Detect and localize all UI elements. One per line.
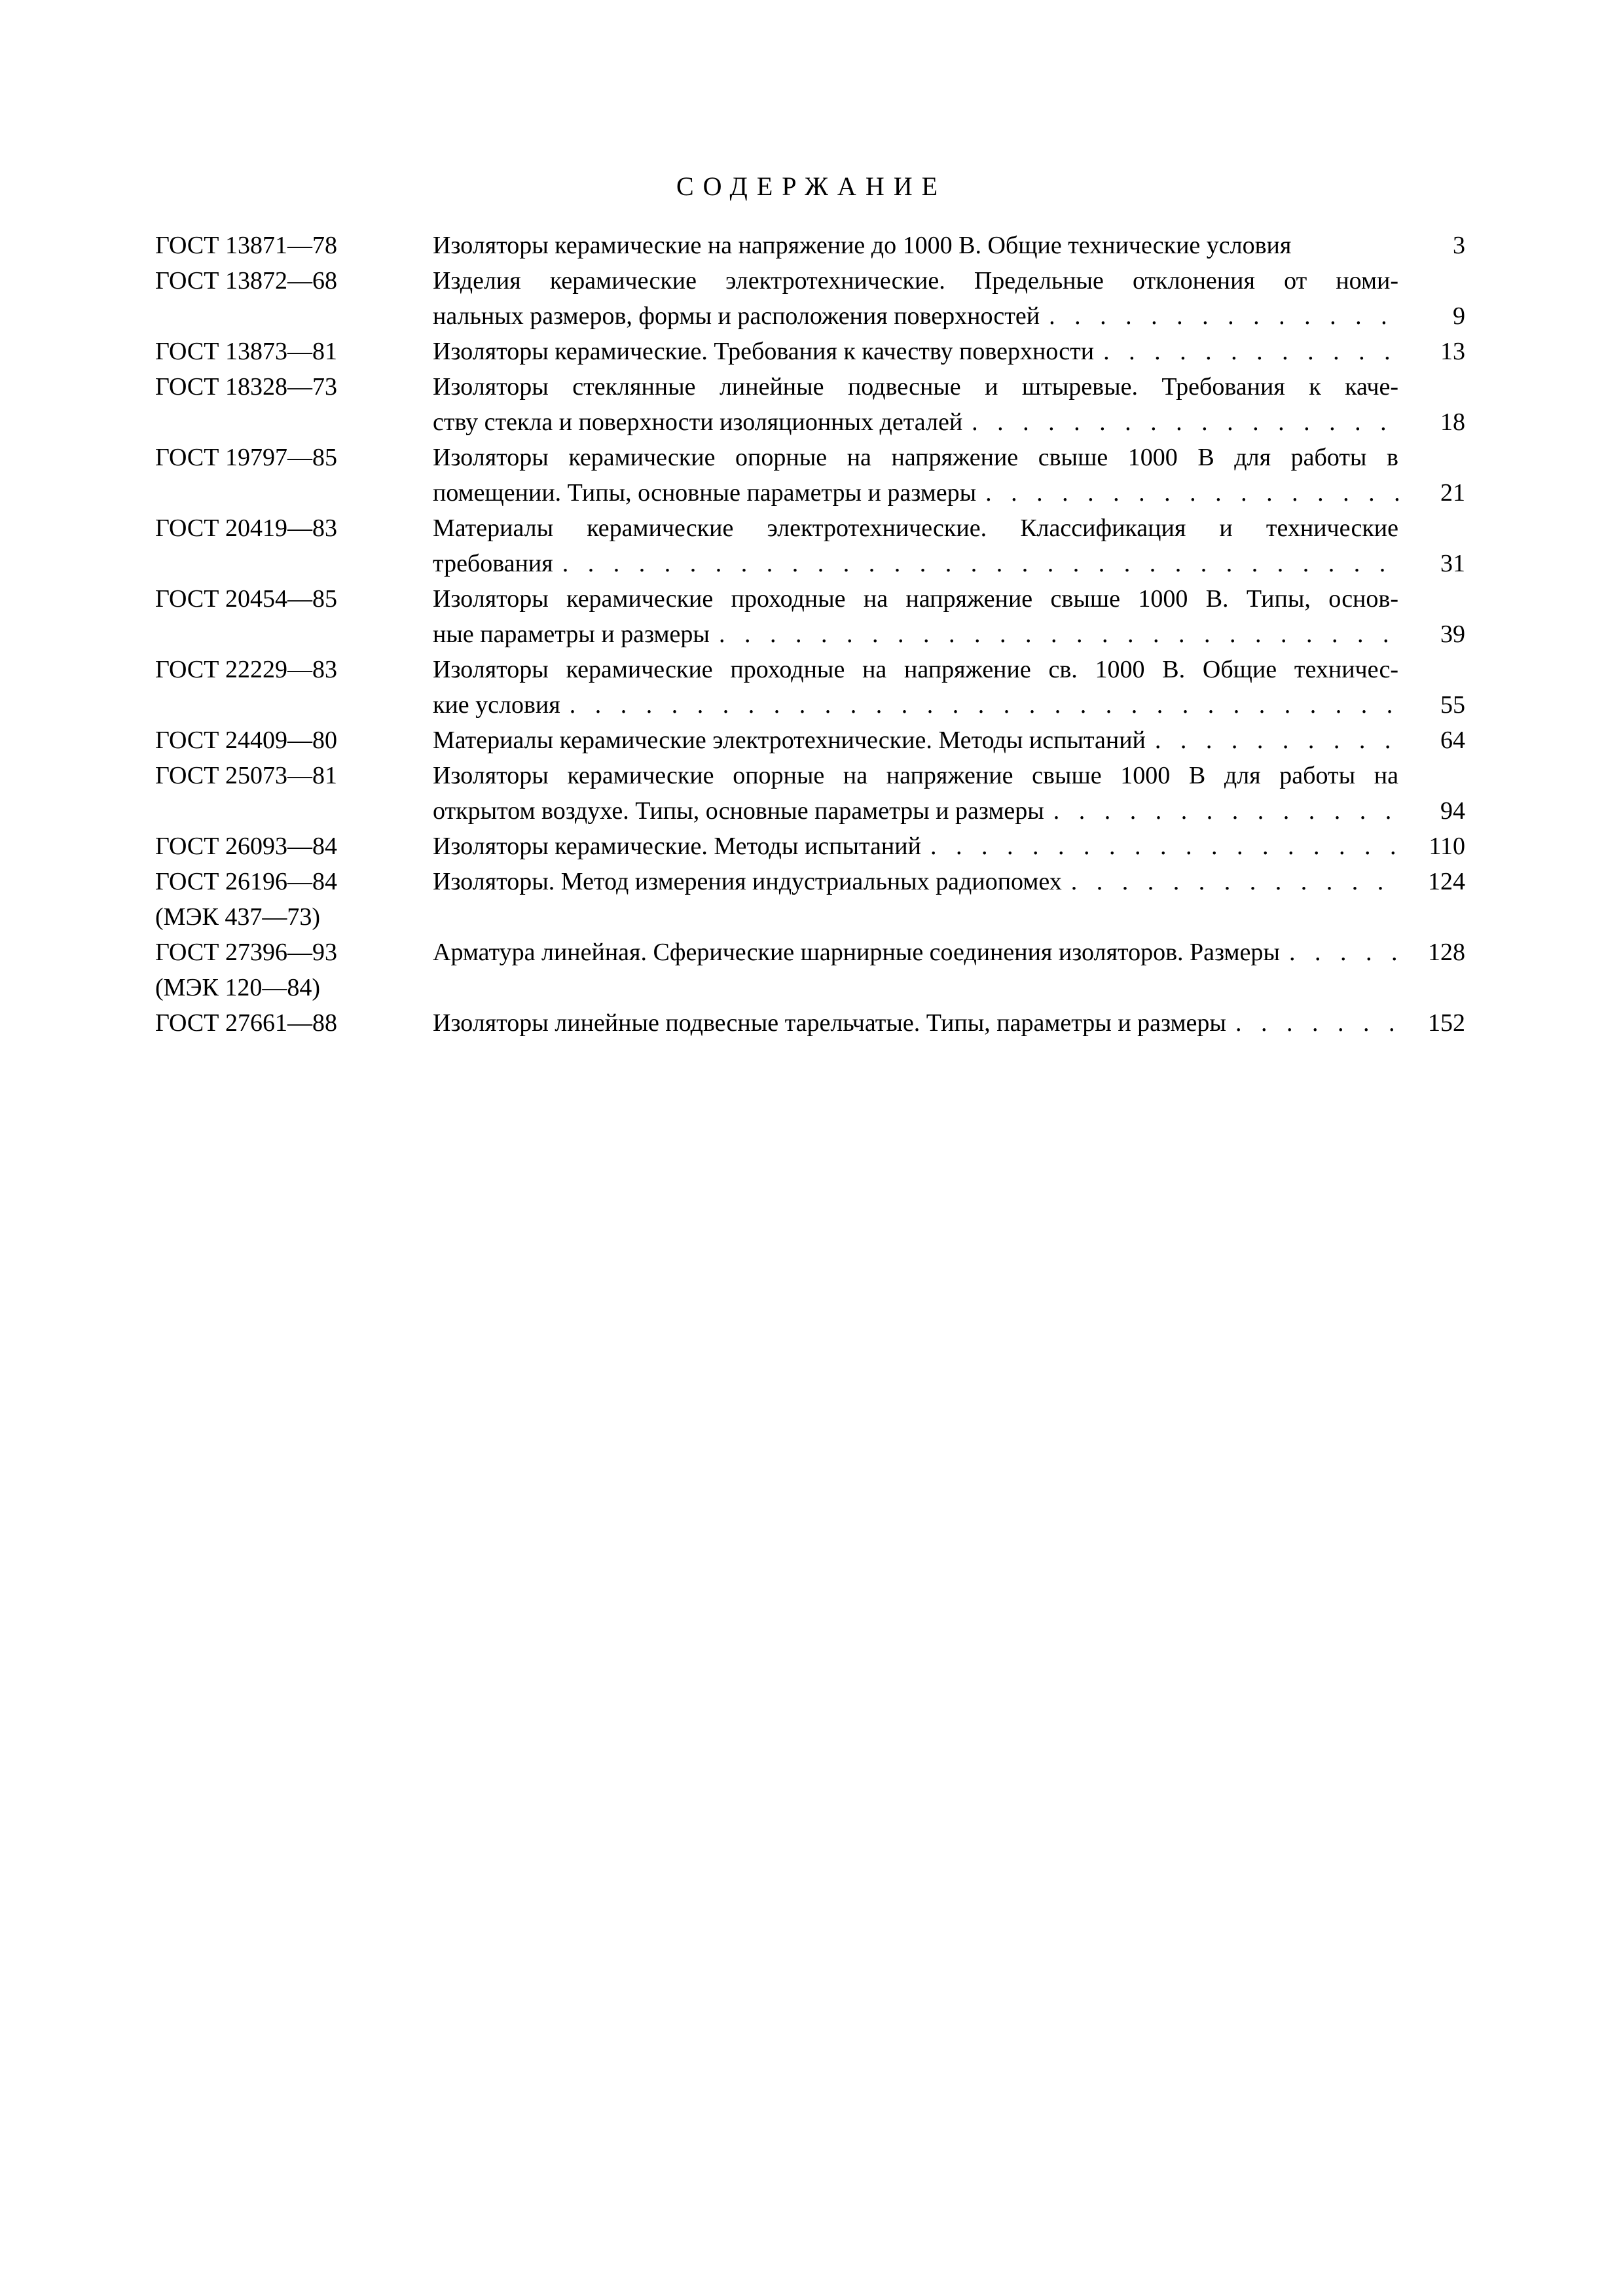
dot-leader [1094, 334, 1398, 369]
page-number: 9 [1453, 302, 1465, 330]
toc-entry-title [433, 758, 1398, 829]
toc-entry-code [155, 935, 417, 1005]
standard-number: ГОСТ 20454—85 [155, 585, 337, 613]
standard-number: ГОСТ 13872—68 [155, 267, 337, 295]
toc-title-text: помещении. Типы, основные параметры и размеры [433, 479, 977, 507]
dot-leader [962, 404, 1398, 440]
toc-list [0, 228, 1623, 1041]
toc-entry [0, 723, 1623, 758]
toc-title-line [433, 334, 1398, 369]
page-number: 18 [1440, 408, 1465, 436]
toc-entry [0, 829, 1623, 864]
toc-entry-title [433, 581, 1398, 652]
toc-title-line [433, 864, 1398, 899]
dot-leader [1040, 298, 1398, 334]
toc-title-line [433, 228, 1398, 263]
toc-entry-code [155, 334, 417, 369]
toc-title-line [433, 687, 1398, 723]
toc-title-line [433, 263, 1398, 298]
toc-title-line [433, 758, 1398, 793]
toc-entry-title [433, 369, 1398, 440]
standard-number: ГОСТ 13873—81 [155, 338, 337, 365]
page-number: 110 [1429, 833, 1465, 860]
toc-entry-code [155, 440, 417, 475]
toc-entry-title [433, 864, 1398, 899]
toc-entry [0, 935, 1623, 1005]
toc-entry-code [155, 829, 417, 864]
toc-entry-code [155, 723, 417, 758]
toc-entry-code [155, 758, 417, 793]
standard-number: ГОСТ 27661—88 [155, 1009, 337, 1037]
toc-title-line [433, 369, 1398, 404]
toc-title-text: требования [433, 550, 553, 577]
toc-title-line [433, 617, 1398, 652]
toc-title-line [433, 475, 1398, 511]
dot-leader [553, 546, 1398, 581]
toc-entry-code [155, 864, 417, 935]
toc-title-line [433, 440, 1398, 475]
dot-leader [976, 475, 1398, 511]
toc-entry [0, 263, 1623, 334]
toc-entry-code [155, 369, 417, 404]
page-number: 13 [1440, 338, 1465, 365]
toc-title-text: Изоляторы керамические опорные на напряжение свыше 1000 В для работы на [433, 762, 1398, 789]
toc-title-text: Изоляторы керамические проходные на напряжение св. 1000 В. Общие техничес- [433, 656, 1398, 683]
dot-leader [1044, 793, 1398, 829]
page-number: 152 [1428, 1009, 1465, 1037]
dot-leader [560, 687, 1398, 723]
toc-title-line [433, 581, 1398, 617]
standard-number: ГОСТ 22229—83 [155, 656, 337, 683]
toc-entry-title [433, 1005, 1398, 1041]
page-number: 124 [1428, 868, 1465, 895]
toc-title-text: Арматура линейная. Сферические шарнирные соединения изоляторов. Размеры [433, 939, 1280, 966]
toc-entry [0, 511, 1623, 581]
standard-number: ГОСТ 13871—78 [155, 232, 337, 259]
toc-entry-code [155, 263, 417, 298]
toc-entry [0, 1005, 1623, 1041]
toc-entry-title [433, 829, 1398, 864]
toc-entry-code [155, 652, 417, 687]
toc-title-text: ству стекла и поверхности изоляционных деталей [433, 408, 963, 436]
standard-number: ГОСТ 25073—81 [155, 762, 337, 789]
toc-title-text: Изоляторы керамические проходные на напряжение свыше 1000 В. Типы, основ- [433, 585, 1398, 613]
toc-entry-code [155, 228, 417, 263]
toc-title-text: Изоляторы керамические опорные на напряжение свыше 1000 В для работы в [433, 444, 1398, 471]
toc-entry-title [433, 652, 1398, 723]
standard-number: (МЭК 120—84) [155, 974, 321, 1001]
standard-number: ГОСТ 20419—83 [155, 514, 337, 542]
toc-title-line [433, 1005, 1398, 1041]
page-number: 31 [1440, 550, 1465, 577]
toc-entry-title [433, 723, 1398, 758]
toc-title-text: Материалы керамические электротехнические. Методы испытаний [433, 726, 1146, 754]
toc-entry [0, 334, 1623, 369]
toc-title-line [433, 404, 1398, 440]
toc-title-text: ные параметры и размеры [433, 620, 710, 648]
toc-heading: СОДЕРЖАНИЕ [676, 171, 947, 201]
toc-title-line [433, 546, 1398, 581]
toc-entry [0, 652, 1623, 723]
standard-number: ГОСТ 27396—93 [155, 939, 337, 966]
toc-entry-title [433, 263, 1398, 334]
dot-leader [1226, 1005, 1398, 1041]
dot-leader [1280, 935, 1398, 970]
standard-number: ГОСТ 18328—73 [155, 373, 337, 401]
toc-entry-code [155, 581, 417, 617]
page-number: 3 [1453, 232, 1465, 259]
toc-title-line [433, 723, 1398, 758]
toc-title-line [433, 793, 1398, 829]
toc-entry-title [433, 440, 1398, 511]
toc-title-text: Изоляторы керамические. Требования к качеству поверхности [433, 338, 1095, 365]
page-number: 94 [1440, 797, 1465, 825]
toc-title-text: Изоляторы керамические. Методы испытаний [433, 833, 921, 860]
dot-leader [710, 617, 1398, 652]
toc-title-line [433, 511, 1398, 546]
toc-entry-code [155, 1005, 417, 1041]
toc-title-line [433, 298, 1398, 334]
dot-leader [921, 829, 1398, 864]
toc-title-text: Изоляторы стеклянные линейные подвесные и штыревые. Требования к каче- [433, 373, 1398, 401]
toc-title-text: открытом воздухе. Типы, основные параметры и размеры [433, 797, 1044, 825]
toc-title-text: нальных размеров, формы и расположения поверхностей [433, 302, 1040, 330]
standard-number: ГОСТ 26093—84 [155, 833, 337, 860]
toc-title-text: Изоляторы керамические на напряжение до 1000 В. Общие технические условия [433, 232, 1292, 259]
toc-entry [0, 369, 1623, 440]
toc-entry [0, 864, 1623, 935]
toc-entry [0, 440, 1623, 511]
toc-entry-title [433, 935, 1398, 970]
toc-entry [0, 581, 1623, 652]
dot-leader [1062, 864, 1398, 899]
page-number: 39 [1440, 620, 1465, 648]
toc-entry-code [155, 511, 417, 546]
standard-number: (МЭК 437—73) [155, 903, 321, 931]
toc-title-text: Материалы керамические электротехнические. Классификация и технические [433, 514, 1398, 542]
toc-entry [0, 228, 1623, 263]
page-number: 64 [1440, 726, 1465, 754]
toc-title-line [433, 829, 1398, 864]
standard-number: ГОСТ 26196—84 [155, 868, 337, 895]
toc-title-text: Изоляторы. Метод измерения индустриальных радиопомех [433, 868, 1062, 895]
toc-title-line [433, 652, 1398, 687]
page-number: 128 [1428, 939, 1465, 966]
page-number: 55 [1440, 691, 1465, 719]
toc-title-text: Изделия керамические электротехнические. Предельные отклонения от номи- [433, 267, 1398, 295]
toc-title-line [433, 935, 1398, 970]
dot-leader [1146, 723, 1398, 758]
page-number: 21 [1440, 479, 1465, 507]
toc-entry-title [433, 228, 1398, 263]
toc-entry-title [433, 511, 1398, 581]
toc-title-text: Изоляторы линейные подвесные тарельчатые. Типы, параметры и размеры [433, 1009, 1226, 1037]
standard-number: ГОСТ 19797—85 [155, 444, 337, 471]
standard-number: ГОСТ 24409—80 [155, 726, 337, 754]
toc-title-text: кие условия [433, 691, 560, 719]
toc-entry-title [433, 334, 1398, 369]
toc-entry [0, 758, 1623, 829]
